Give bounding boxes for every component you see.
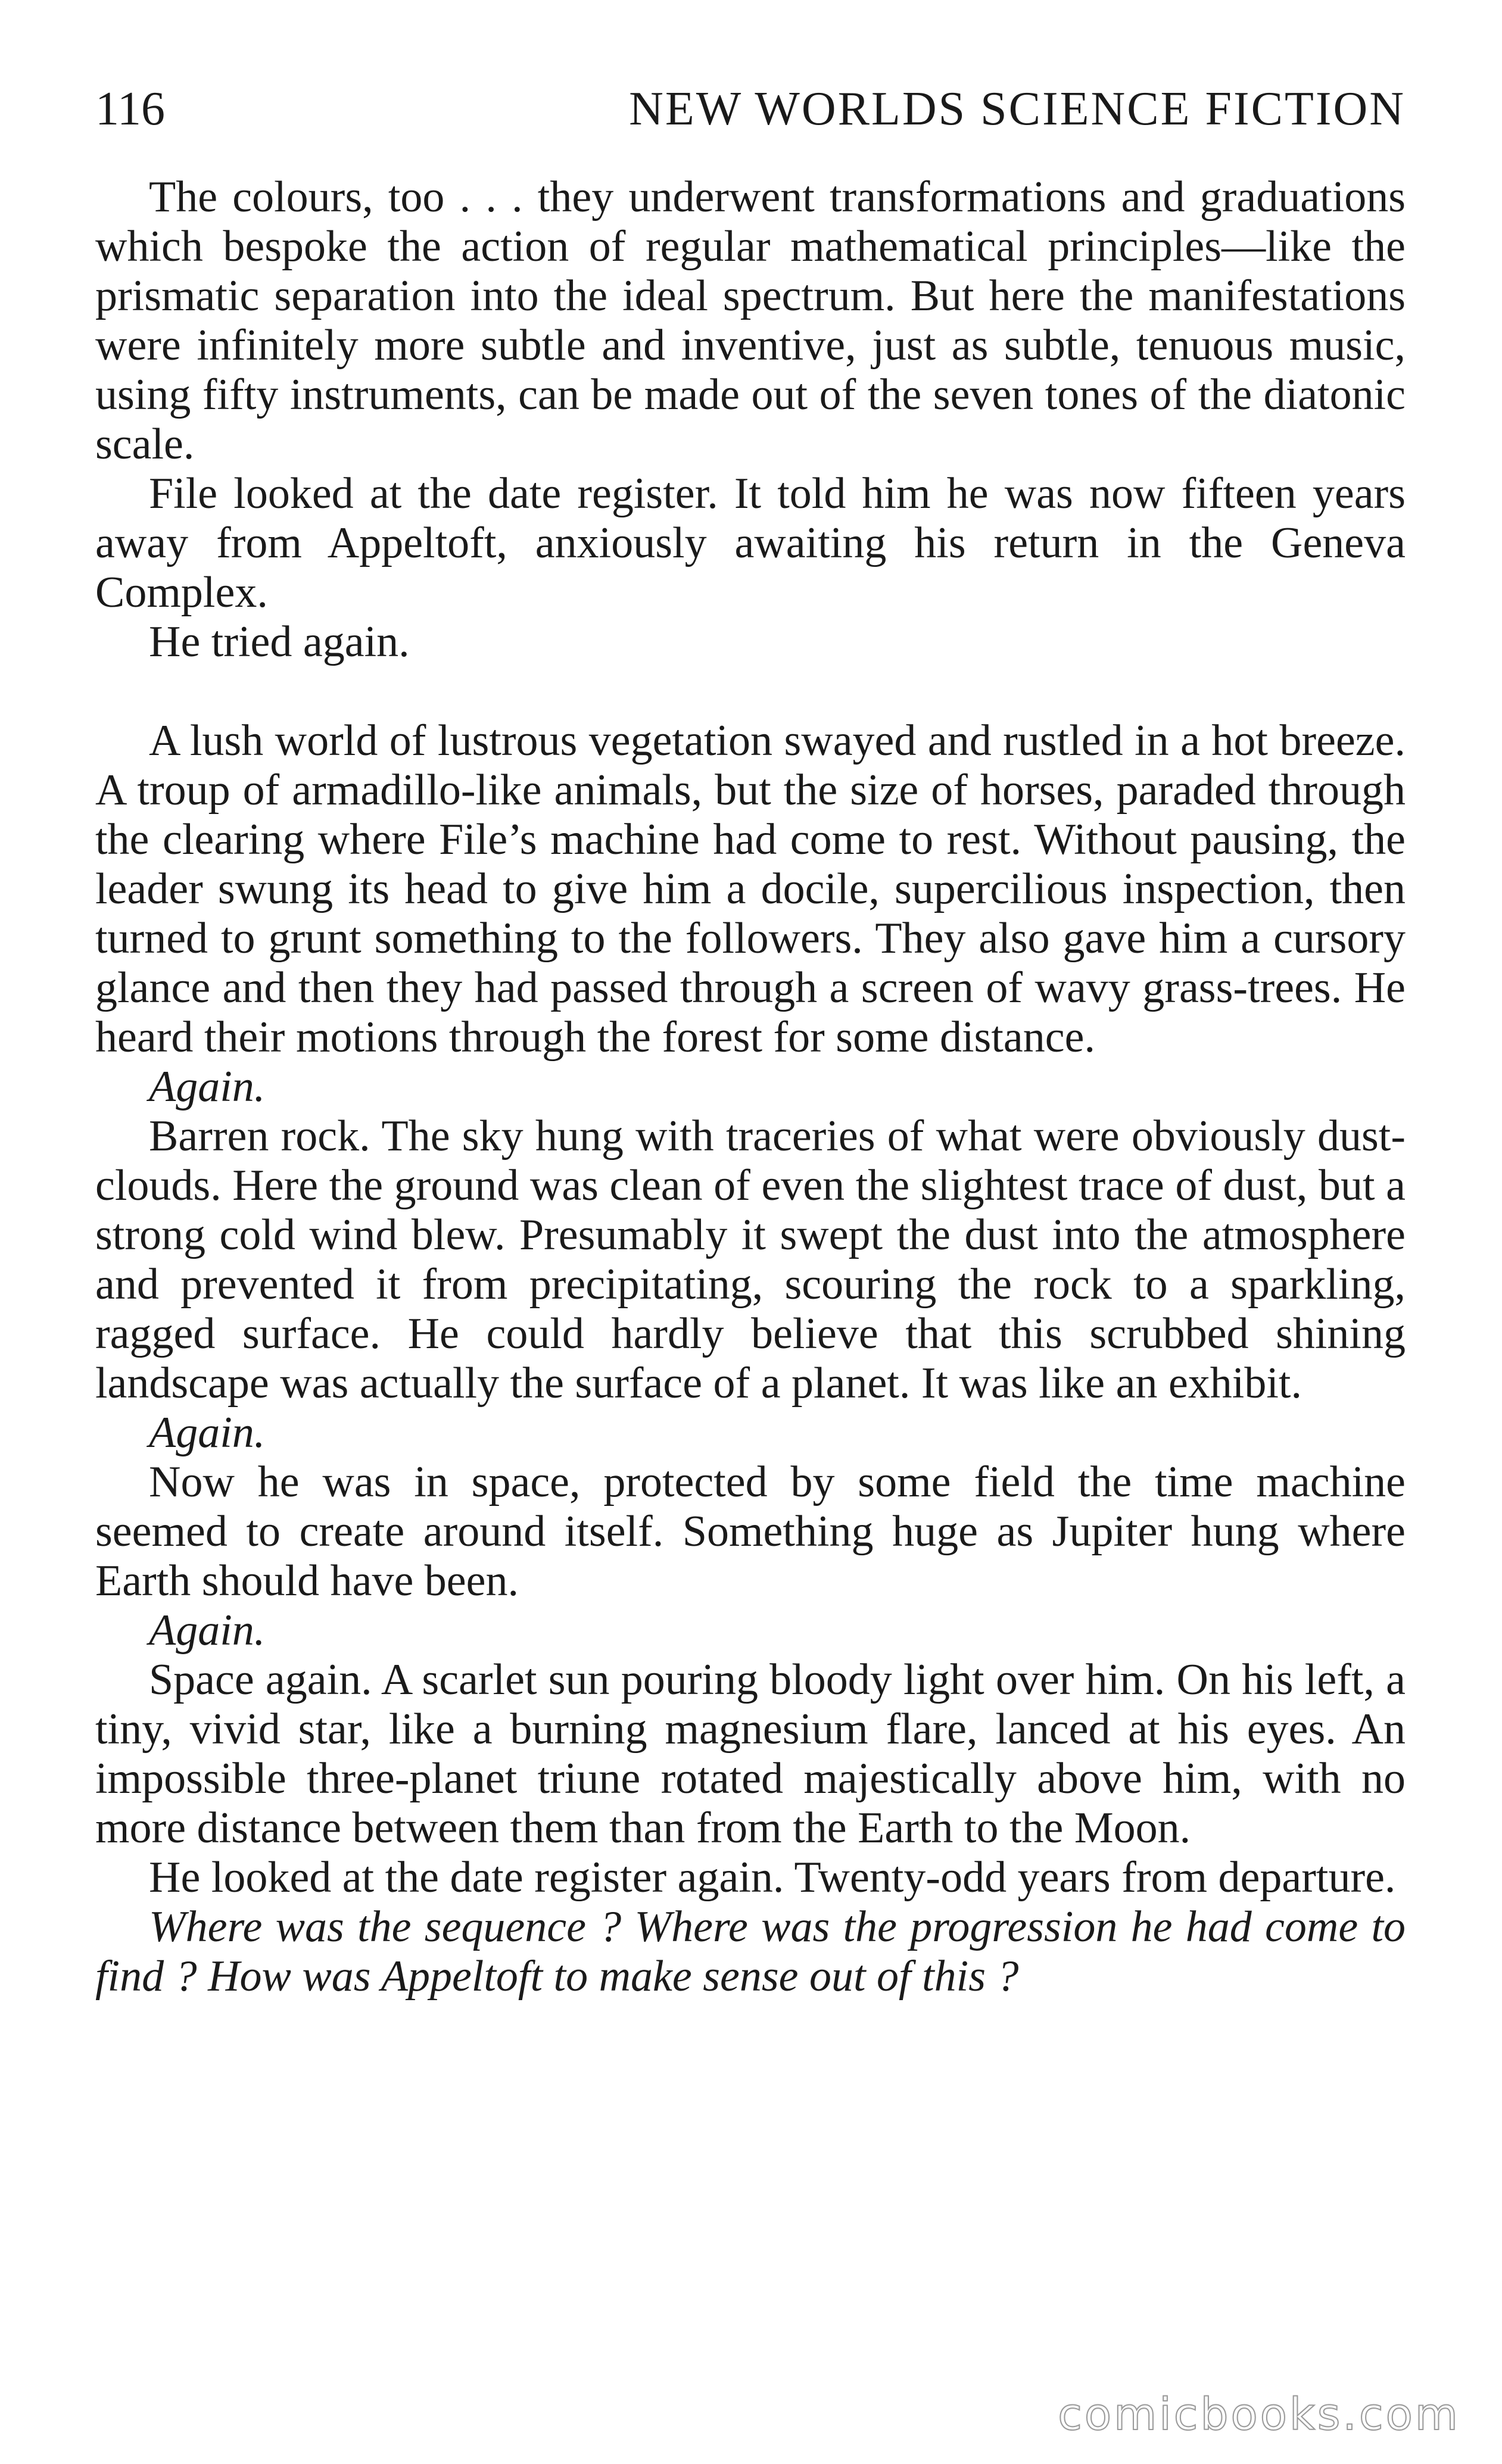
paragraph-italic: Again. bbox=[149, 1062, 266, 1111]
page-number: 116 bbox=[95, 83, 166, 135]
paragraph-italic: Again. bbox=[149, 1408, 266, 1457]
paragraph: A lush world of lustrous vegetation swayed and rustled in a hot breeze. A troup of armadillo-like animals, but the size of horses, paraded through the clearing where File’s machine had come to rest. Without pausing, the leader swung its head to give him a docile, supercilious inspection, then turned to grunt something to the followers. They also gave him a cursory glance and then they had passed through a screen of wavy grass-trees. He heard their motions through the forest for some distance. bbox=[95, 716, 1406, 1062]
section-break bbox=[95, 667, 1406, 716]
paragraph: The colours, too . . . they underwent transformations and graduations which bespoke the action of regular mathematical principles—like the prismatic separation into the ideal spectrum. But here the manifestations were infinitely more subtle and inventive, just as subtle, tenuous music, using fifty instruments, can be made out of the seven tones of the diatonic scale. bbox=[95, 173, 1406, 469]
paragraph: Now he was in space, protected by some field the time machine seemed to create around itself. Something huge as Jupiter hung where Earth should have been. bbox=[95, 1458, 1406, 1605]
paragraph-italic: Again. bbox=[149, 1606, 266, 1655]
paragraph: He looked at the date register again. Twenty-odd years from departure. bbox=[149, 1853, 1396, 1902]
page-header bbox=[95, 76, 1406, 142]
paragraph: Space again. A scarlet sun pouring bloody light over him. On his left, a tiny, vivid star, like a burning magnesium flare, lanced at his eyes. An impossible three-planet triune rotated majestically above him, with no more distance between them than from the Earth to the Moon. bbox=[95, 1655, 1406, 1852]
watermark: comicbooks.com bbox=[1058, 2389, 1460, 2440]
paragraph-italic: Where was the sequence ? Where was the progression he had come to find ? How was Appeltoft to make sense out of this ? bbox=[95, 1902, 1406, 2001]
paragraph: File looked at the date register. It told him he was now fifteen years away from Appeltoft, anxiously awaiting his return in the Geneva Complex. bbox=[95, 469, 1406, 617]
body-text bbox=[95, 173, 1406, 2001]
paragraph: He tried again. bbox=[149, 617, 410, 666]
paragraph: Barren rock. The sky hung with traceries of what were obviously dust-clouds. Here the ground was clean of even the slightest trace of dust, but a strong cold wind blew. Presumably it swept the dust into the atmosphere and prevented it from precipitating, scouring the rock to a sparkling, ragged surface. He could hardly believe that this scrubbed shining landscape was actually the surface of a planet. It was like an exhibit. bbox=[95, 1112, 1406, 1408]
running-title: NEW WORLDS SCIENCE FICTION bbox=[629, 83, 1406, 135]
